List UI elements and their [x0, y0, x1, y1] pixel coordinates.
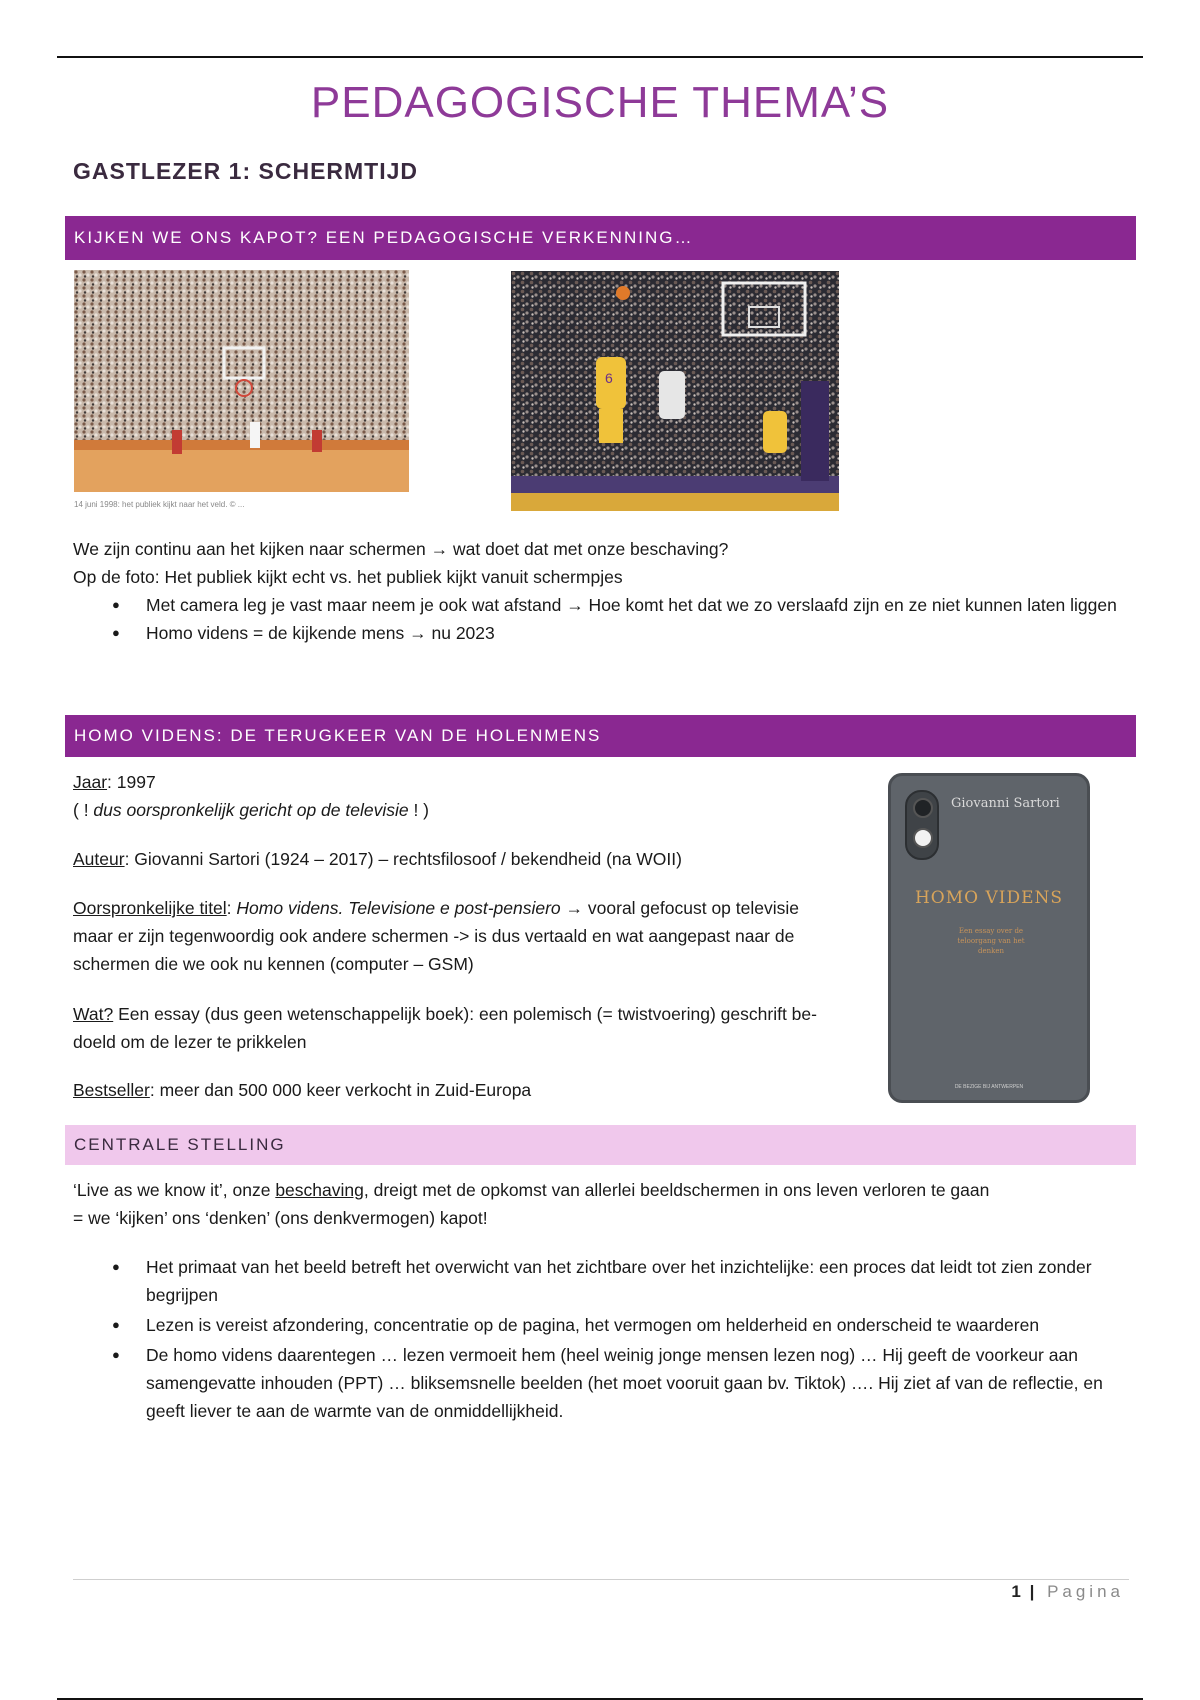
list-item: ● De homo videns daarentegen … lezen vermoeit hem (heel weinig jonge mensen lezen nog) … Hij geeft de voorkeur aan samengevatte inhouden (PPT) … bliksemsnelle beelden (het moet vooruit gaan bv. Tiktok) …. Hij ziet af van de reflectie, en geeft liever te aan de warmte van de onmiddellijkheid. [100, 1341, 1130, 1425]
auteur-line [73, 845, 682, 873]
section-band-homo-videns: HOMO VIDENS: DE TERUGKEER VAN DE HOLENMENS [65, 715, 1136, 757]
stelling-line-2: = we ‘kijken’ ons ‘denken’ (ons denkvermogen) kapot! [73, 1208, 488, 1228]
page-footer [1011, 1582, 1124, 1602]
bestseller-value: : meer dan 500 000 keer verkocht in Zuid-Europa [149, 1080, 532, 1100]
book-cover-image [888, 773, 1090, 1103]
document-title: PEDAGOGISCHE THEMA’S [310, 78, 890, 127]
note-close: ! ) [408, 800, 430, 820]
stelling-underlined: beschaving [275, 1180, 364, 1200]
section-band-kijken: KIJKEN WE ONS KAPOT? EEN PEDAGOGISCHE VERKENNING… [65, 216, 1136, 260]
footer-separator: | [1029, 1582, 1039, 1601]
footer-rule [73, 1579, 1129, 1580]
intro-line-2: Op de foto: Het publiek kijkt echt vs. het publiek kijkt vanuit schermpjes [73, 567, 623, 587]
jaar-line [73, 768, 156, 796]
wat-block [73, 1000, 873, 1056]
intro-line-1: We zijn continu aan het kijken naar schermen → wat doet dat met onze beschaving? [73, 539, 729, 559]
page-number: 1 [1011, 1582, 1021, 1601]
wat-rest-2: doeld om de lezer te prikkelen [73, 1032, 307, 1052]
jaar-label: Jaar [73, 772, 108, 792]
titel-rest-2: maar er zijn tegenwoordig ook andere schermen -> is dus vertaald en wat aangepast naar de [73, 926, 795, 946]
titel-rest-1: → vooral gefocust op televisie [560, 898, 799, 918]
titel-colon: : [226, 898, 237, 918]
photo-caption: 14 juni 1998: het publiek kijkt naar het veld. © ... [74, 500, 245, 509]
book-subtitle: Een essay over de teloorgang van het denken [957, 927, 1025, 955]
section-heading: GASTLEZER 1: SCHERMTIJD [73, 158, 419, 184]
top-rule [57, 56, 1143, 58]
book-title: HOMO VIDENS [914, 888, 1064, 908]
bestseller-label: Bestseller [73, 1080, 150, 1100]
stelling-line-1 [73, 1176, 1133, 1204]
titel-block [73, 894, 873, 978]
book-author: Giovanni Sartori [951, 796, 1060, 811]
titel-label: Oorspronkelijke titel [73, 898, 227, 918]
section-band-centrale-stelling: CENTRALE STELLING [65, 1125, 1136, 1165]
camera-icon [905, 790, 939, 860]
list-item: ● Het primaat van het beeld betreft het overwicht van het zichtbare over het inzichtelijke: een proces dat leidt tot zien zonder begrijpen [100, 1253, 1130, 1309]
titel-italic: Homo videns. Televisione e post-pensiero [236, 898, 561, 918]
section1-bullets [100, 591, 1130, 647]
auteur-label: Auteur [73, 849, 125, 869]
book-publisher: DE BEZIGE BIJ ANTWERPEN [954, 1084, 1024, 1090]
jaar-note: dus oorspronkelijk gericht op de televisie [93, 800, 409, 820]
list-item: ● Lezen is vereist afzondering, concentratie op de pagina, het vermogen om helderheid en onderscheid te waarderen [100, 1311, 1130, 1339]
list-item: ● Met camera leg je vast maar neem je ook wat afstand → Hoe komt het dat we zo verslaafd zijn en ze niet kunnen laten liggen [100, 591, 1130, 619]
bestseller-line [73, 1076, 531, 1104]
auteur-value: : Giovanni Sartori (1924 – 2017) – rechtsfilosoof / bekendheid (na WOII) [124, 849, 682, 869]
titel-rest-3: schermen die we ook nu kennen (computer – GSM) [73, 954, 474, 974]
jaar-note-line [73, 796, 429, 824]
wat-label: Wat? [73, 1004, 114, 1024]
stelling-text-a: ‘Live as we know it’, onze [73, 1180, 276, 1200]
wat-rest-1: Een essay (dus geen wetenschappelijk boek): een polemisch (= twistvoering) geschrift be- [113, 1004, 817, 1024]
jaar-value: : 1997 [107, 772, 156, 792]
list-item: ● Homo videns = de kijkende mens → nu 2023 [100, 619, 1130, 647]
note-open: ( ! [73, 800, 94, 820]
page-label: Pagina [1047, 1582, 1124, 1601]
stelling-text-b: , dreigt met de opkomst van allerlei beeldschermen in ons leven verloren te gaan [363, 1180, 990, 1200]
basketball-game-photo [511, 271, 839, 511]
jersey-number: 6 [605, 370, 613, 386]
stadium-crowd-photo [74, 270, 409, 492]
section3-bullets [100, 1253, 1130, 1425]
